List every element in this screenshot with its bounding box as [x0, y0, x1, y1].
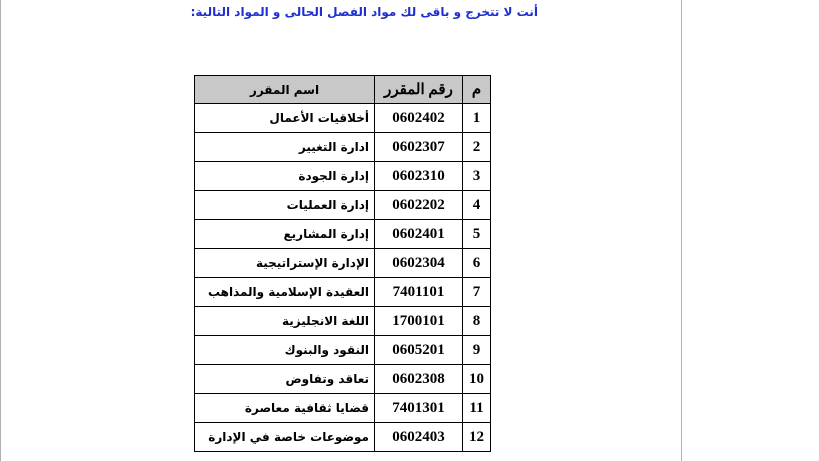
row-number: 5: [463, 220, 491, 249]
row-number: 2: [463, 133, 491, 162]
table-row: [195, 133, 491, 162]
course-code: 0602310: [375, 162, 463, 191]
course-code: 0605201: [375, 336, 463, 365]
course-name: تعاقد وتفاوض: [195, 365, 375, 394]
course-code: 0602202: [375, 191, 463, 220]
column-header-course-name: اسم المقرر: [195, 76, 375, 104]
course-code: 0602403: [375, 423, 463, 452]
table-header-row: [195, 76, 491, 104]
row-number: 12: [463, 423, 491, 452]
course-name: أخلاقيات الأعمال: [195, 104, 375, 133]
column-header-number: م: [463, 76, 491, 104]
course-name: إدارة العمليات: [195, 191, 375, 220]
table-row: [195, 336, 491, 365]
course-name: الإدارة الإستراتيجية: [195, 249, 375, 278]
course-name: ادارة التغيير: [195, 133, 375, 162]
course-name: اللغة الانجليزية: [195, 307, 375, 336]
row-number: 1: [463, 104, 491, 133]
graduation-status-message: أنت لا تتخرج و باقى لك مواد الفصل الحالى و المواد التالية:: [190, 5, 538, 19]
table-row: [195, 162, 491, 191]
course-code: 7401101: [375, 278, 463, 307]
row-number: 3: [463, 162, 491, 191]
row-number: 7: [463, 278, 491, 307]
course-name: العقيدة الإسلامية والمذاهب: [195, 278, 375, 307]
course-code: 0602401: [375, 220, 463, 249]
course-name: إدارة المشاريع: [195, 220, 375, 249]
table-row: [195, 278, 491, 307]
course-code: 0602307: [375, 133, 463, 162]
table-row: [195, 191, 491, 220]
course-code: 7401301: [375, 394, 463, 423]
course-code: 0602308: [375, 365, 463, 394]
course-name: إدارة الجودة: [195, 162, 375, 191]
course-code: 0602304: [375, 249, 463, 278]
row-number: 10: [463, 365, 491, 394]
table-row: [195, 307, 491, 336]
table-row: [195, 249, 491, 278]
table-row: [195, 104, 491, 133]
table-row: [195, 220, 491, 249]
column-header-course-code: رقم المقرر: [375, 76, 463, 104]
table-row: [195, 423, 491, 452]
table-row: [195, 394, 491, 423]
remaining-courses-table: [194, 75, 491, 452]
row-number: 4: [463, 191, 491, 220]
course-name: موضوعات خاصة في الإدارة: [195, 423, 375, 452]
course-name: قضايا ثقافية معاصرة: [195, 394, 375, 423]
course-code: 1700101: [375, 307, 463, 336]
row-number: 8: [463, 307, 491, 336]
row-number: 6: [463, 249, 491, 278]
row-number: 11: [463, 394, 491, 423]
row-number: 9: [463, 336, 491, 365]
course-name: النقود والبنوك: [195, 336, 375, 365]
table-row: [195, 365, 491, 394]
course-code: 0602402: [375, 104, 463, 133]
